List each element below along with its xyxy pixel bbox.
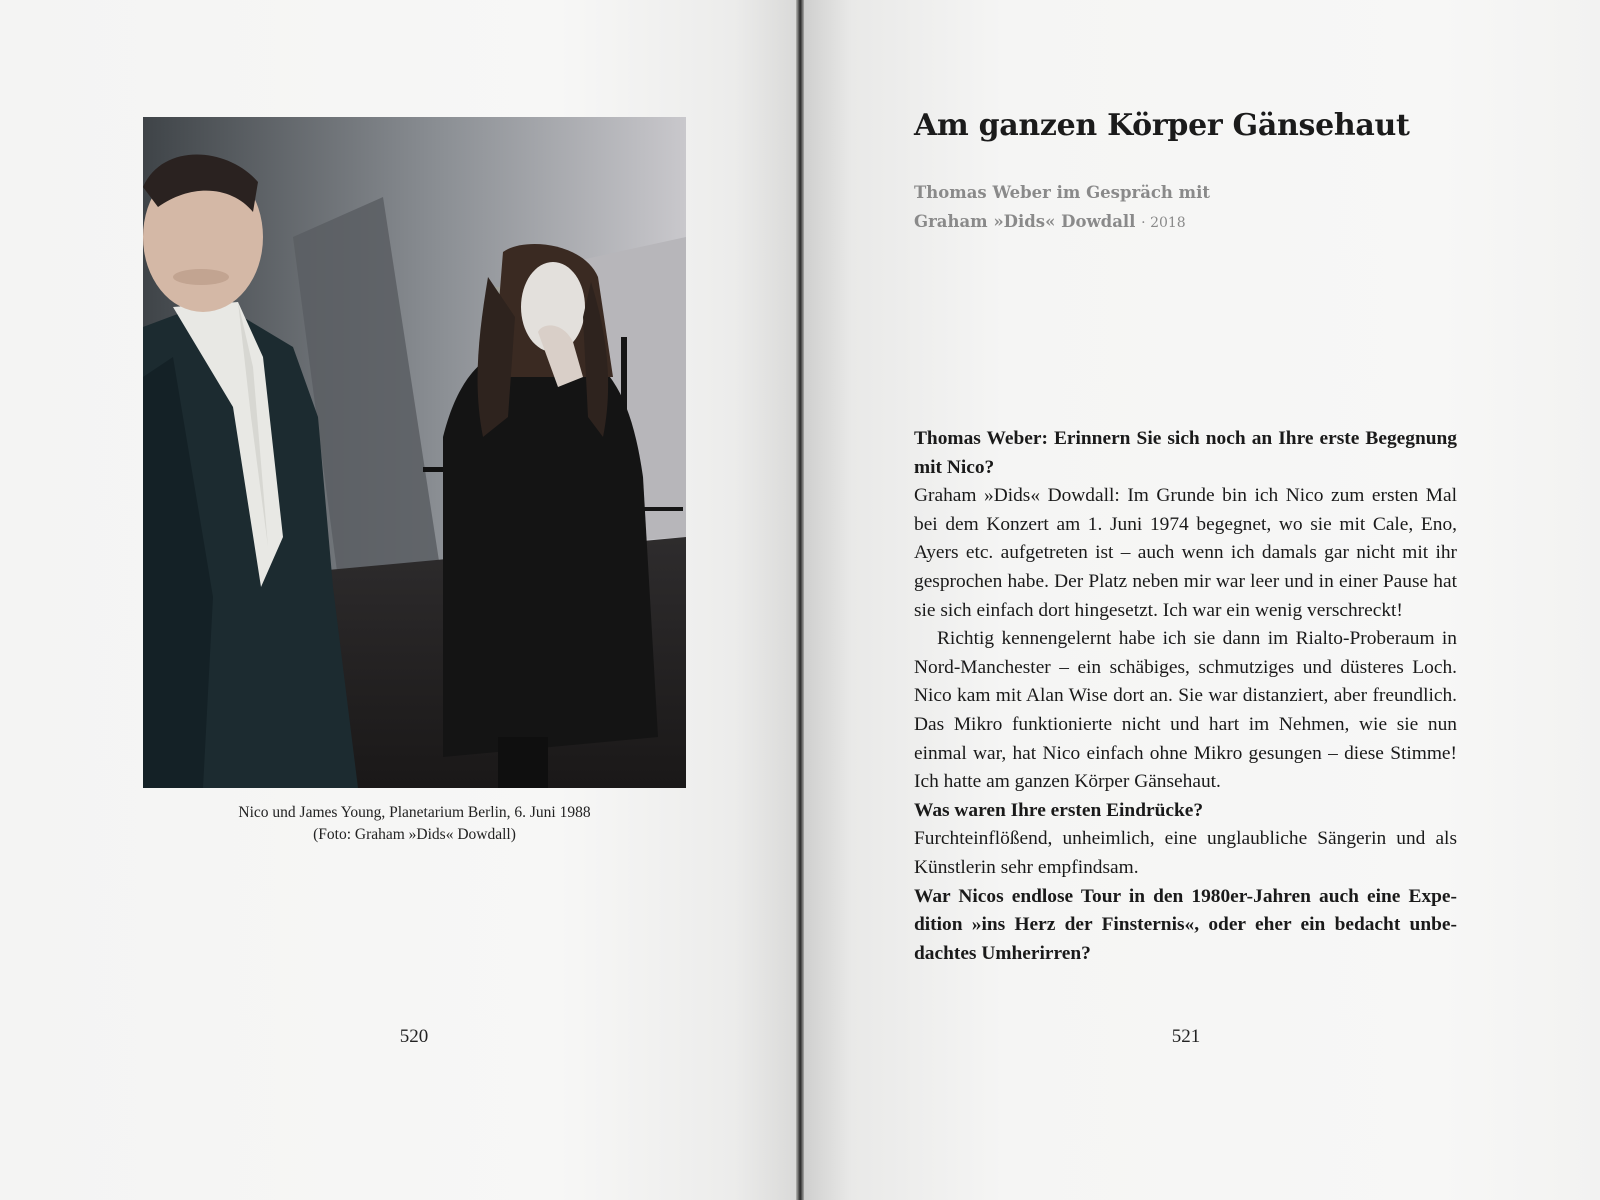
subtitle-line-2: [914, 207, 1514, 238]
answer-paragraph: Graham »Dids« Dowdall: Im Grunde bin ich Nico zum ersten Mal bei dem Konzert am 1. Juni 1974 begegnet, wo sie mit Cale, Eno, Ayers etc. aufgetreten ist – auch wenn ich damals gar nicht mit ihr gesprochen habe. Der Platz neben mir war leer und in einer Pause hat sie sich einfach dort hingesetzt. Ich war ein wenig verschreckt!: [914, 485, 1457, 621]
subtitle-name: Graham »Dids« Dowdall: [914, 212, 1136, 231]
answer-paragraph: Richtig kennengelernt habe ich sie dann im Rialto-Proberaum in Nord-Manchester – ein schäbiges, schmutziges und düsteres Loch. Nico kam mit Alan Wise dort an. Sie war distanziert, aber freundlich. Das Mikro funktionierte nicht und hart im Nehmen, wie sie nun einmal war, hat Nico einfach ohne Mikro gesungen – diese Stimme! Ich hatte am ganzen Körper Gänsehaut.: [914, 628, 1457, 793]
chapter-title: Am ganzen Körper Gänsehaut: [914, 108, 1410, 143]
caption-credit: (Foto: Graham »Dids« Dowdall): [313, 826, 516, 843]
page-number-right: 521: [1171, 1026, 1201, 1047]
body-text: [914, 425, 1457, 968]
question-paragraph: Was waren Ihre ersten Eindrücke?: [914, 799, 1204, 821]
subtitle-year: · 2018: [1141, 215, 1186, 231]
left-page: [0, 0, 798, 1200]
caption-line: Nico und James Young, Planetarium Berlin, 6. Juni 1988: [238, 804, 591, 821]
book-gutter: [796, 0, 804, 1200]
question-paragraph: War Nicos endlose Tour in den 1980er-Jahren auch eine Expedition »ins Herz der Finsternis«, oder eher ein bedacht unbedachtes Umherirren?: [914, 885, 1457, 964]
photograph: [143, 117, 686, 788]
question-paragraph: Thomas Weber: Erinnern Sie sich noch an Ihre erste Begegnung mit Nico?: [914, 428, 1457, 478]
photo-caption: [143, 802, 686, 846]
page-number-left: 520: [399, 1026, 429, 1047]
chapter-subtitle: [914, 178, 1514, 238]
photo-illustration: [143, 117, 686, 788]
answer-paragraph: Furchteinflößend, unheimlich, eine unglaubliche Sängerin und als Künstlerin sehr empfindsam.: [914, 828, 1457, 878]
subtitle-line: Thomas Weber im Gespräch mit: [914, 183, 1211, 202]
